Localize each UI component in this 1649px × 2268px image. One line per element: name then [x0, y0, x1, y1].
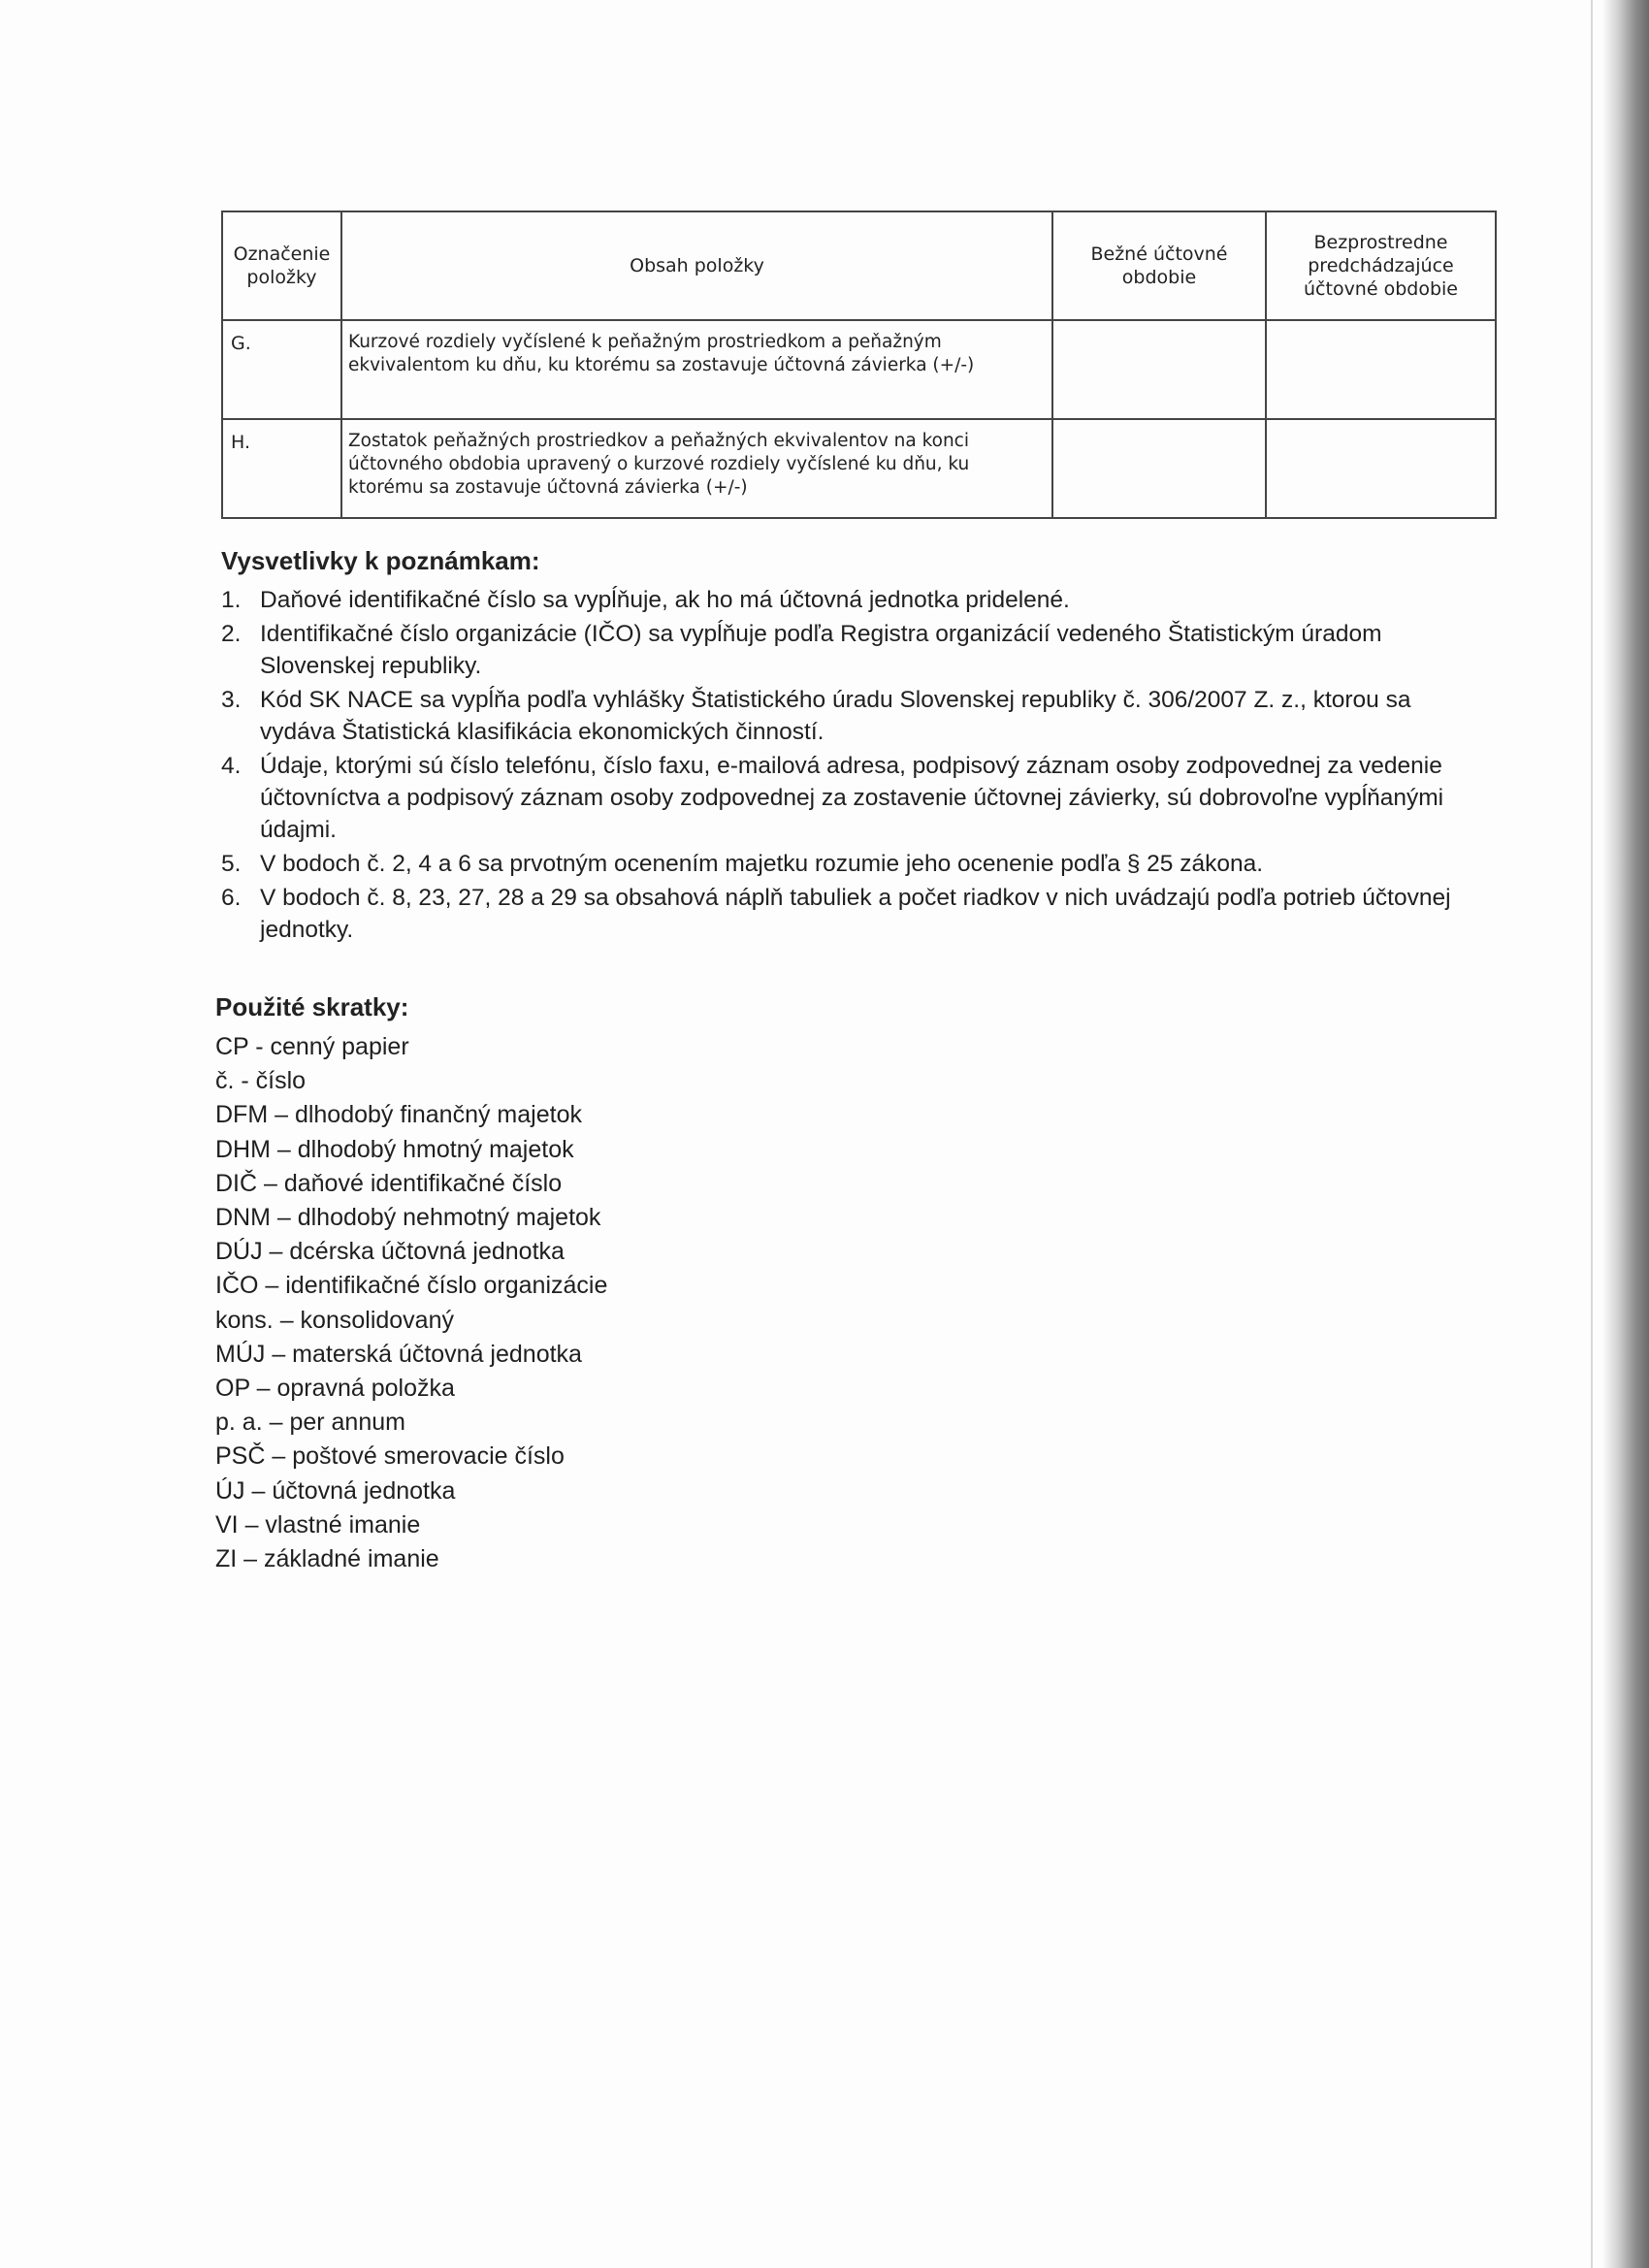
row-previous-value: [1266, 320, 1496, 419]
list-item: DNM – dlhodobý nehmotný majetok: [215, 1204, 601, 1232]
page-edge-line: [1591, 0, 1593, 2268]
header-previous-period: Bezprostredne predchádzajúce účtovné obdobie: [1266, 211, 1496, 320]
table-header-row: [222, 211, 1496, 320]
note-text: Údaje, ktorými sú číslo telefónu, číslo faxu, e-mailová adresa, podpisový záznam osoby zodpovednej za vedenie účtovníctva a podpisový záznam osoby zodpovednej za zostavenie účtovnej závierky, sú dobrovoľne vypĺňanými údajmi.: [260, 753, 1444, 843]
note-text: Kód SK NACE sa vypĺňa podľa vyhlášky Štatistického úradu Slovenskej republiky č. 306/2007 Z. z., ktorou sa vydáva Štatistická klasifikácia ekonomických činností.: [260, 687, 1411, 745]
note-number: 6.: [221, 885, 242, 911]
list-item: [221, 618, 1482, 682]
header-current-period: Bežné účtovné obdobie: [1052, 211, 1266, 320]
table-row: [222, 419, 1496, 518]
abbreviations-heading: Použité skratky:: [215, 992, 409, 1021]
list-item: IČO – identifikačné číslo organizácie: [215, 1272, 608, 1300]
list-item: PSČ – poštové smerovacie číslo: [215, 1442, 565, 1471]
header-content: Obsah položky: [341, 211, 1052, 320]
note-number: 5.: [221, 851, 242, 877]
list-item: ÚJ – účtovná jednotka: [215, 1476, 456, 1505]
note-text: Daňové identifikačné číslo sa vypĺňuje, ak ho má účtovná jednotka pridelené.: [260, 587, 1070, 613]
note-number: 4.: [221, 753, 242, 779]
list-item: [221, 684, 1482, 748]
row-code: G.: [222, 320, 341, 419]
list-item: CP - cenný papier: [215, 1033, 409, 1060]
list-item: [221, 848, 1482, 880]
list-item: [221, 882, 1482, 946]
list-item: DFM – dlhodobý finančný majetok: [215, 1101, 582, 1129]
list-item: DIČ – daňové identifikačné číslo: [215, 1169, 563, 1197]
list-item: OP – opravná položka: [215, 1375, 455, 1403]
note-number: 1.: [221, 587, 242, 613]
note-text: Identifikačné číslo organizácie (IČO) sa vypĺňuje podľa Registra organizácií vedeného Štatistickým úradom Slovenskej republiky.: [260, 621, 1382, 679]
note-text: V bodoch č. 2, 4 a 6 sa prvotným ocenením majetku rozumie jeho ocenenie podľa § 25 zákona.: [260, 851, 1264, 877]
list-item: ZI – základné imanie: [215, 1545, 439, 1573]
list-item: MÚJ – materská účtovná jednotka: [215, 1340, 582, 1368]
list-item: kons. – konsolidovaný: [215, 1306, 454, 1334]
note-number: 2.: [221, 621, 242, 647]
list-item: č. - číslo: [215, 1067, 307, 1095]
list-item: VI – vlastné imanie: [215, 1510, 421, 1539]
header-code: Označenie položky: [222, 211, 341, 320]
list-item: [221, 584, 1482, 616]
row-content: Kurzové rozdiely vyčíslené k peňažným prostriedkom a peňažným ekvivalentom ku dňu, ku ktorému sa zostavuje účtovná závierka (+/-): [341, 320, 1052, 419]
notes-list: [221, 584, 1482, 946]
note-number: 3.: [221, 687, 242, 713]
items-table: [221, 211, 1497, 519]
notes-section: [221, 546, 1482, 948]
table-row: [222, 320, 1496, 419]
abbreviations-list: [215, 1030, 607, 1576]
abbreviations-section: [215, 992, 607, 1576]
row-previous-value: [1266, 419, 1496, 518]
row-code: H.: [222, 419, 341, 518]
list-item: DHM – dlhodobý hmotný majetok: [215, 1135, 574, 1163]
notes-heading: Vysvetlivky k poznámkam:: [221, 546, 540, 575]
list-item: p. a. – per annum: [215, 1409, 405, 1437]
row-content: Zostatok peňažných prostriedkov a peňažných ekvivalentov na konci účtovného obdobia upravený o kurzové rozdiely vyčíslené ku dňu, ku ktorému sa zostavuje účtovná závierka (+/-): [341, 419, 1052, 518]
list-item: DÚJ – dcérska účtovná jednotka: [215, 1238, 565, 1266]
note-text: V bodoch č. 8, 23, 27, 28 a 29 sa obsahová náplň tabuliek a počet riadkov v nich uvádzajú podľa potrieb účtovnej jednotky.: [260, 885, 1451, 943]
row-current-value: [1052, 419, 1266, 518]
row-current-value: [1052, 320, 1266, 419]
list-item: [221, 750, 1482, 846]
page-edge-shadow: [1602, 0, 1649, 2268]
